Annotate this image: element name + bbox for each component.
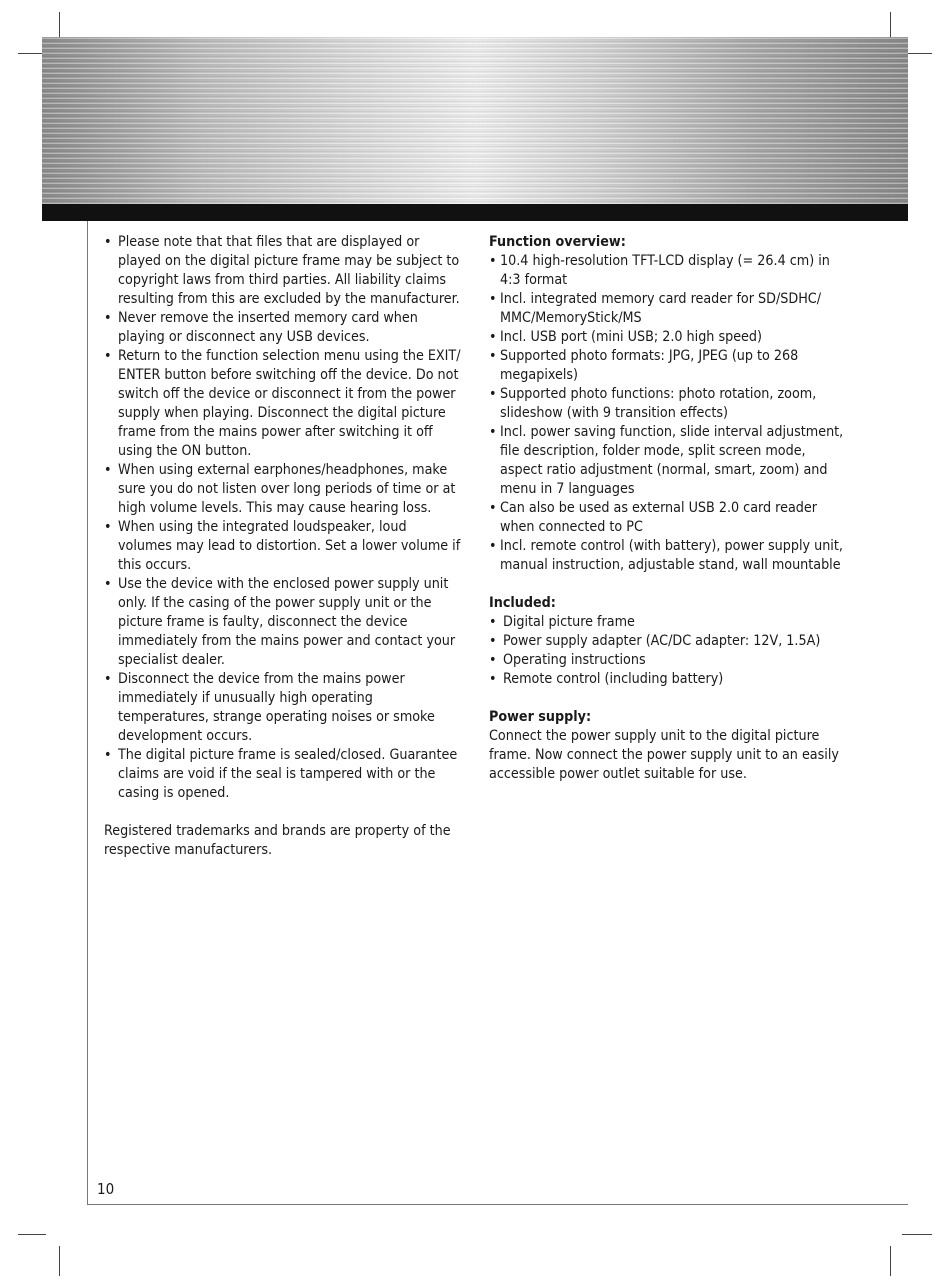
left-column: [104, 233, 464, 860]
crop-mark: [908, 53, 932, 54]
list-item: • Power supply adapter (AC/DC adapter: 12V, 1.5A): [489, 632, 849, 651]
list-item: • Please note that that files that are displayed or played on the digital picture frame may be subject to copyright laws from third parties. All liability claims resulting from this are excluded by the manufacturer.: [104, 233, 464, 309]
bottom-rule: [87, 1204, 908, 1205]
list-item: • Return to the function selection menu using the EXIT/ ENTER button before switching off the device. Do not switch off the device or disconnect it from the power supply when playing. Disconnect the digital picture frame from the mains power after switching it off using the ON button.: [104, 347, 464, 461]
list-item: • Supported photo formats: JPG, JPEG (up to 268 megapixels): [489, 347, 849, 385]
power-supply-text: Connect the power supply unit to the digital picture frame. Now connect the power supply unit to an easily accessible power outlet suitable for use.: [489, 728, 839, 782]
header-black-bar: [42, 204, 908, 221]
function-overview-list: [489, 252, 849, 575]
list-item: • Operating instructions: [489, 651, 849, 670]
list-item: • Use the device with the enclosed power supply unit only. If the casing of the power supply unit or the picture frame is faulty, disconnect the device immediately from the mains power and contact your specialist dealer.: [104, 575, 464, 670]
left-margin-rule: [87, 221, 88, 1205]
crop-mark: [902, 1234, 932, 1235]
function-overview-heading: Function overview:: [489, 234, 626, 250]
trademark-note: Registered trademarks and brands are property of the respective manufacturers.: [104, 823, 451, 858]
list-item: • Digital picture frame: [489, 613, 849, 632]
page-number: 10: [97, 1180, 115, 1198]
list-item: • 10.4 high-resolution TFT-LCD display (= 26.4 cm) in 4:3 format: [489, 252, 849, 290]
safety-notes-list: [104, 233, 464, 803]
crop-mark: [18, 53, 42, 54]
list-item: • Supported photo functions: photo rotation, zoom, slideshow (with 9 transition effects): [489, 385, 849, 423]
list-item: • Never remove the inserted memory card when playing or disconnect any USB devices.: [104, 309, 464, 347]
right-column: [489, 233, 849, 784]
list-item: • Disconnect the device from the mains power immediately if unusually high operating temperatures, strange operating noises or smoke development occurs.: [104, 670, 464, 746]
list-item: • When using external earphones/headphones, make sure you do not listen over long periods of time or at high volume levels. This may cause hearing loss.: [104, 461, 464, 518]
included-list: [489, 613, 849, 689]
crop-mark: [890, 1246, 891, 1276]
crop-mark: [18, 1234, 46, 1235]
list-item: • Can also be used as external USB 2.0 card reader when connected to PC: [489, 499, 849, 537]
included-heading: Included:: [489, 595, 556, 611]
list-item: • Incl. integrated memory card reader for SD/SDHC/ MMC/MemoryStick/MS: [489, 290, 849, 328]
brushed-metal-header: [42, 37, 908, 204]
list-item: • Incl. power saving function, slide interval adjustment, file description, folder mode, split screen mode, aspect ratio adjustment (normal, smart, zoom) and menu in 7 languages: [489, 423, 849, 499]
list-item: • Remote control (including battery): [489, 670, 849, 689]
list-item: • When using the integrated loudspeaker, loud volumes may lead to distortion. Set a lower volume if this occurs.: [104, 518, 464, 575]
power-supply-heading: Power supply:: [489, 709, 592, 725]
list-item: • The digital picture frame is sealed/closed. Guarantee claims are void if the seal is tampered with or the casing is opened.: [104, 746, 464, 803]
list-item: • Incl. remote control (with battery), power supply unit, manual instruction, adjustable stand, wall mountable: [489, 537, 849, 575]
crop-mark: [59, 1246, 60, 1276]
list-item: • Incl. USB port (mini USB; 2.0 high speed): [489, 328, 849, 347]
